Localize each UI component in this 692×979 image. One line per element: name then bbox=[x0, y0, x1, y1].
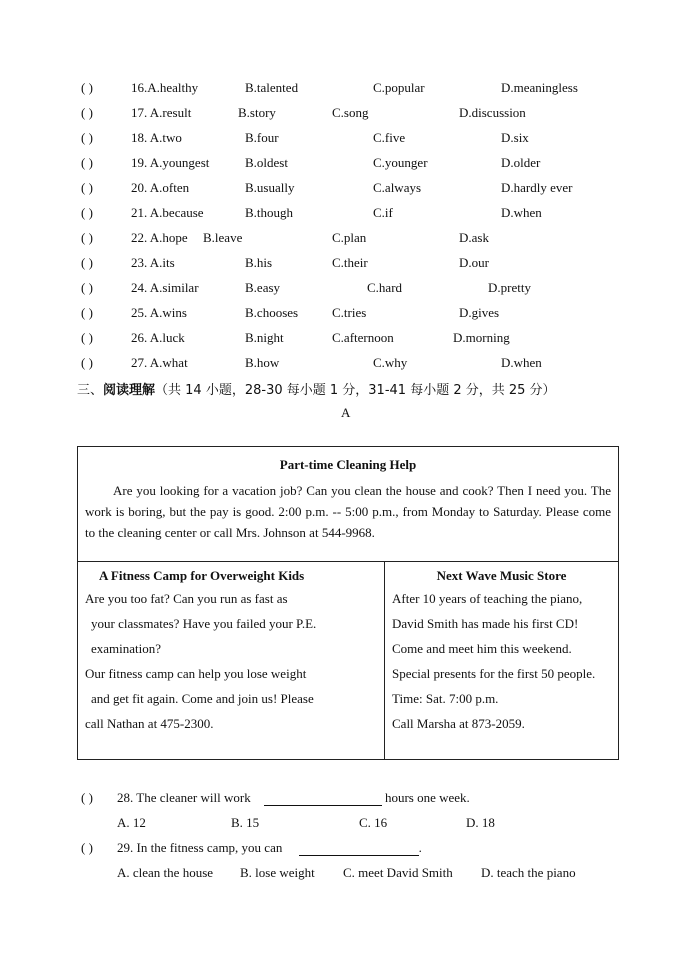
answer-blank[interactable] bbox=[299, 842, 419, 856]
option-c[interactable]: C. 16 bbox=[359, 815, 388, 830]
cloze-question bbox=[0, 105, 692, 125]
ad-music-line: Time: Sat. 7:00 p.m. bbox=[392, 691, 499, 706]
section-title bbox=[77, 379, 556, 398]
option-c[interactable]: C.tries bbox=[332, 305, 367, 320]
question-28-text: 28. The cleaner will work bbox=[117, 790, 251, 805]
question-29-options bbox=[0, 865, 692, 885]
question-28-stem bbox=[117, 790, 470, 806]
ad-fitness-line: call Nathan at 475-2300. bbox=[85, 716, 214, 731]
option-b[interactable]: B.usually bbox=[245, 180, 295, 195]
ad-fitness-line: and get fit again. Come and join us! Please bbox=[91, 691, 314, 706]
option-b[interactable]: B.how bbox=[245, 355, 280, 370]
option-b[interactable]: B.four bbox=[245, 130, 279, 145]
cloze-question bbox=[0, 305, 692, 325]
answer-paren[interactable]: ( ) bbox=[81, 790, 93, 805]
ad-fitness-line: examination? bbox=[91, 641, 162, 656]
ad-fitness bbox=[77, 561, 385, 760]
option-b[interactable]: B.leave bbox=[203, 230, 243, 245]
option-a[interactable]: 18. A.two bbox=[131, 130, 182, 145]
option-c[interactable]: C. meet David Smith bbox=[343, 865, 453, 880]
option-c[interactable]: C.hard bbox=[367, 280, 403, 295]
option-b[interactable]: B.oldest bbox=[245, 155, 288, 170]
option-c[interactable]: C.plan bbox=[332, 230, 367, 245]
option-a[interactable]: 22. A.hope bbox=[131, 230, 188, 245]
question-28-text-end: hours one week. bbox=[384, 790, 470, 805]
cloze-question bbox=[0, 205, 692, 225]
option-d[interactable]: D.six bbox=[501, 130, 529, 145]
option-d[interactable]: D.morning bbox=[453, 330, 510, 345]
ad-music-line: Come and meet him this weekend. bbox=[392, 641, 572, 656]
cloze-question bbox=[0, 230, 692, 250]
option-c[interactable]: C.if bbox=[373, 205, 393, 220]
option-c[interactable]: C.younger bbox=[373, 155, 428, 170]
option-a[interactable]: 16.A.healthy bbox=[131, 80, 199, 95]
cloze-question bbox=[0, 280, 692, 300]
section-scoring: （共 14 小题，28-30 每小题 1 分，31-41 每小题 2 分，共 25 分） bbox=[155, 383, 556, 398]
option-b[interactable]: B.chooses bbox=[245, 305, 299, 320]
ad-cleaning bbox=[77, 446, 619, 562]
option-c[interactable]: C.always bbox=[373, 180, 422, 195]
answer-paren[interactable]: ( ) bbox=[81, 180, 93, 195]
answer-paren[interactable]: ( ) bbox=[81, 330, 93, 345]
option-b[interactable]: B. 15 bbox=[231, 815, 260, 830]
option-a[interactable]: 19. A.youngest bbox=[131, 155, 210, 170]
cloze-question bbox=[0, 355, 692, 375]
question-29 bbox=[0, 840, 692, 860]
option-a[interactable]: A. 12 bbox=[117, 815, 146, 830]
option-d[interactable]: D.discussion bbox=[459, 105, 526, 120]
ad-fitness-line: Are you too fat? Can you run as fast as bbox=[85, 591, 288, 606]
answer-paren[interactable]: ( ) bbox=[81, 230, 93, 245]
answer-paren[interactable]: ( ) bbox=[81, 105, 93, 120]
ad-cleaning-text: Are you looking for a vacation job? Can you clean the house and cook? Then I need you. The work is boring, but the pay is good. 2:00 p.m. -- 5:00 p.m., from Monday to Saturday. Please come to the cleaning center or call Mrs. Johnson at 544-9968. bbox=[85, 483, 611, 540]
ad-music-line: David Smith has made his first CD! bbox=[392, 616, 579, 631]
option-a[interactable]: 26. A.luck bbox=[131, 330, 185, 345]
option-c[interactable]: C.five bbox=[373, 130, 406, 145]
ad-fitness-title: A Fitness Camp for Overweight Kids bbox=[99, 568, 305, 583]
option-d[interactable]: D.when bbox=[501, 355, 542, 370]
answer-paren[interactable]: ( ) bbox=[81, 280, 93, 295]
option-a[interactable]: 21. A.because bbox=[131, 205, 204, 220]
answer-paren[interactable]: ( ) bbox=[81, 840, 93, 855]
cloze-question bbox=[0, 255, 692, 275]
ad-music bbox=[384, 561, 619, 760]
ad-music-line: After 10 years of teaching the piano, bbox=[392, 591, 583, 606]
option-b[interactable]: B.though bbox=[245, 205, 294, 220]
answer-paren[interactable]: ( ) bbox=[81, 355, 93, 370]
option-d[interactable]: D.older bbox=[501, 155, 541, 170]
answer-paren[interactable]: ( ) bbox=[81, 205, 93, 220]
option-a[interactable]: 17. A.result bbox=[131, 105, 192, 120]
option-d[interactable]: D.pretty bbox=[488, 280, 531, 295]
cloze-question bbox=[0, 80, 692, 100]
cloze-question bbox=[0, 130, 692, 150]
option-c[interactable]: C.afternoon bbox=[332, 330, 394, 345]
question-29-stem bbox=[117, 840, 422, 856]
option-b[interactable]: B.talented bbox=[245, 80, 299, 95]
option-b[interactable]: B.story bbox=[238, 105, 276, 120]
option-b[interactable]: B.his bbox=[245, 255, 273, 270]
ad-cleaning-title: Part-time Cleaning Help bbox=[279, 457, 417, 472]
answer-paren[interactable]: ( ) bbox=[81, 155, 93, 170]
question-28 bbox=[0, 790, 692, 810]
option-c[interactable]: C.song bbox=[332, 105, 369, 120]
option-d[interactable]: D.our bbox=[459, 255, 489, 270]
option-a[interactable]: 27. A.what bbox=[131, 355, 188, 370]
option-a[interactable]: 20. A.often bbox=[131, 180, 190, 195]
ad-fitness-line: your classmates? Have you failed your P.E. bbox=[91, 616, 317, 631]
question-29-text-end: . bbox=[418, 840, 422, 855]
question-29-text: 29. In the fitness camp, you can bbox=[117, 840, 283, 855]
option-a[interactable]: 24. A.similar bbox=[131, 280, 199, 295]
ad-music-title: Next Wave Music Store bbox=[436, 568, 567, 583]
ad-music-line: Special presents for the first 50 people. bbox=[392, 666, 596, 681]
option-d[interactable]: D.ask bbox=[459, 230, 489, 245]
option-c[interactable]: C.their bbox=[332, 255, 368, 270]
option-d[interactable]: D.when bbox=[501, 205, 542, 220]
option-c[interactable]: C.popular bbox=[373, 80, 425, 95]
option-c[interactable]: C.why bbox=[373, 355, 408, 370]
option-b[interactable]: B.night bbox=[245, 330, 284, 345]
question-28-options bbox=[0, 815, 692, 835]
cloze-question bbox=[0, 155, 692, 175]
option-b[interactable]: B.easy bbox=[245, 280, 281, 295]
cloze-question bbox=[0, 180, 692, 200]
option-d[interactable]: D.gives bbox=[459, 305, 500, 320]
option-a[interactable]: 23. A.its bbox=[131, 255, 175, 270]
section-number: 三、 bbox=[77, 383, 104, 398]
option-d[interactable]: D. 18 bbox=[466, 815, 495, 830]
answer-blank[interactable] bbox=[264, 792, 382, 806]
option-b[interactable]: B. lose weight bbox=[240, 865, 315, 880]
answer-paren[interactable]: ( ) bbox=[81, 305, 93, 320]
option-d[interactable]: D. teach the piano bbox=[481, 865, 576, 880]
section-heading: 阅读理解 bbox=[103, 383, 156, 398]
answer-paren[interactable]: ( ) bbox=[81, 130, 93, 145]
ad-music-line: Call Marsha at 873-2059. bbox=[392, 716, 525, 731]
passage-label: A bbox=[341, 405, 351, 420]
option-d[interactable]: D.meaningless bbox=[501, 80, 578, 95]
answer-paren[interactable]: ( ) bbox=[81, 255, 93, 270]
ad-fitness-line: Our fitness camp can help you lose weight bbox=[85, 666, 307, 681]
answer-paren[interactable]: ( ) bbox=[81, 80, 93, 95]
cloze-question bbox=[0, 330, 692, 350]
option-d[interactable]: D.hardly ever bbox=[501, 180, 573, 195]
option-a[interactable]: 25. A.wins bbox=[131, 305, 187, 320]
option-a[interactable]: A. clean the house bbox=[117, 865, 214, 880]
